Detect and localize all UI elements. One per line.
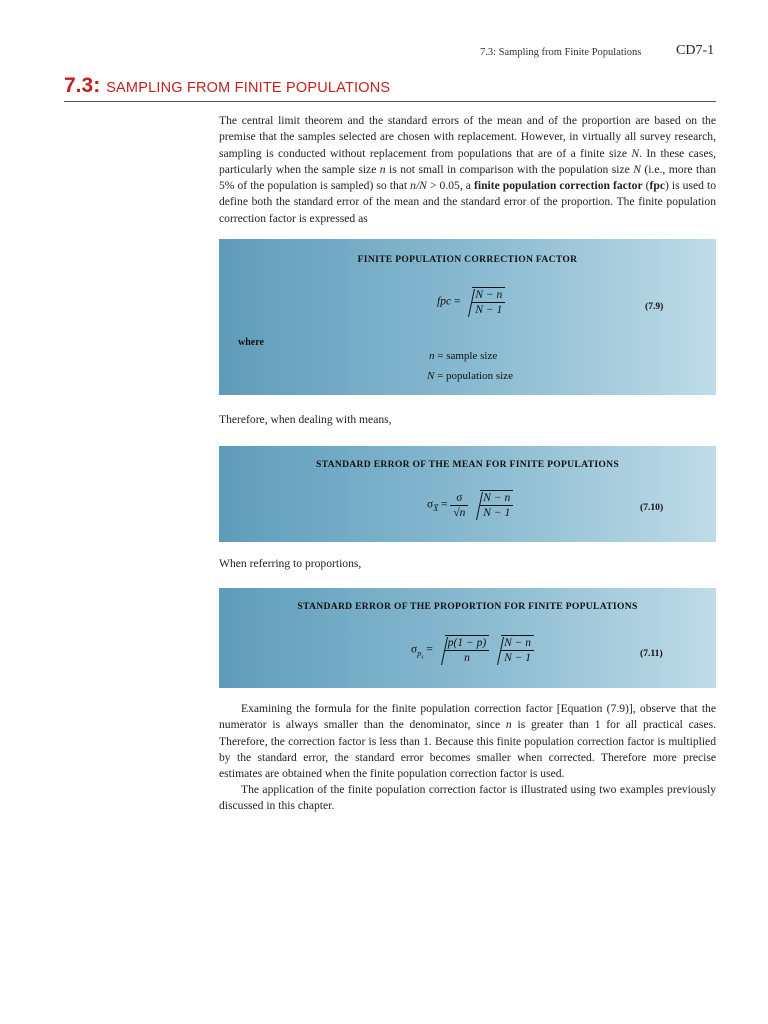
fpc-box-title: FINITE POPULATION CORRECTION FACTOR — [357, 254, 578, 265]
closing-paragraph-1: Examining the formula for the finite population correction factor [Equation (7.9)], observe that the numerator is always smaller than the denominator, since n is greater than 1 for all practical cases. Therefore, the correction factor is less than 1. Because this finite population correction factor is multiplied by the standard error, the standard error becomes smaller when corrected. Therefore more precise estimates are obtained when the finite population correction factor is used. — [219, 702, 716, 781]
where-label: where — [238, 337, 264, 348]
page-number: CD7-1 — [676, 43, 715, 58]
section-number: 7.3: — [64, 74, 101, 97]
se-mean-formula: $\sigma_{X̅}$ = $\frac{\sigma}{√n}$ $\frac{N - n}{N - 1}$ — [427, 490, 513, 520]
text-means: Therefore, when dealing with means, — [219, 413, 392, 426]
se-proportion-box-title: STANDARD ERROR OF THE PROPORTION FOR FINITE POPULATIONS — [297, 601, 638, 612]
section-title: SAMPLING FROM FINITE POPULATIONS — [106, 80, 391, 96]
equation-number-7-11: (7.11) — [640, 648, 663, 659]
heading-rule — [64, 101, 716, 102]
fpc-formula-box — [219, 239, 716, 395]
fpc-formula: fpc = $\frac{N - n}{N - 1}$ — [437, 287, 505, 317]
se-mean-box-title: STANDARD ERROR OF THE MEAN FOR FINITE POPULATIONS — [316, 459, 619, 470]
variable-definitions: n = sample size N = population size — [427, 350, 513, 382]
running-title: 7.3: Sampling from Finite Populations — [480, 47, 642, 58]
closing-paragraph-2: The application of the finite population correction factor is illustrated using two examples previously discussed in this chapter. — [219, 783, 716, 813]
section-heading — [64, 74, 390, 98]
se-proportion-formula: $\sigma_{p_s}$ = $\frac{p(1 - p)}{n}$ $\frac{N - n}{N - 1}$ — [411, 635, 534, 665]
se-mean-formula-box — [219, 446, 716, 542]
equation-number-7-9: (7.9) — [645, 301, 664, 312]
text-proportions: When referring to proportions, — [219, 557, 362, 570]
equation-number-7-10: (7.10) — [640, 502, 664, 513]
se-proportion-formula-box — [219, 588, 716, 688]
intro-paragraph: The central limit theorem and the standard errors of the mean and of the proportion are based on the premise that the samples selected are chosen with replacement. However, in virtually all survey research, sampling is conducted without replacement from populations that are of a finite size N. In these cases, particularly when the sample size n is not small in comparison with the population size N (i.e., more than 5% of the population is sampled) so that n/N > 0.05, a finite population correction factor (fpc) is used to define both the standard error of the mean and the standard error of the proportion. The finite population correction factor is expressed as — [219, 114, 717, 225]
